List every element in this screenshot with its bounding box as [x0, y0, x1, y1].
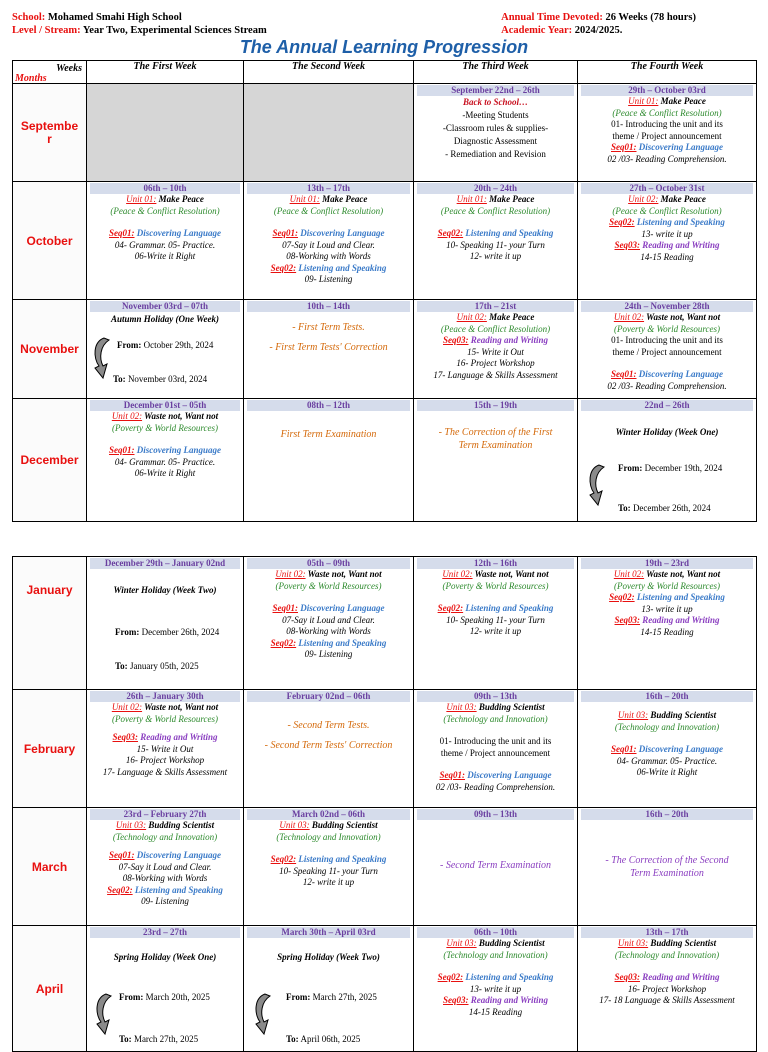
col-second-week: The Second Week [244, 61, 414, 84]
cell-dec-week4: 22nd – 26th Winter Holiday (Week One) From: December 19th, 2024 To: December 26th, 2024 [578, 399, 757, 522]
year-label: Academic Year: [501, 24, 573, 36]
week-date: 27th – October 31st [581, 183, 753, 194]
curved-arrow-icon [89, 336, 111, 380]
progression-table-term2 [12, 556, 757, 1052]
cell-empty [244, 84, 414, 182]
month-december: December [13, 399, 87, 522]
cell-sep-week3: September 22nd – 26th Back to School… -Meeting Students -Classroom rules & supplies- Diagnostic Assessment - Remediation and Revision [414, 84, 578, 182]
week-date: 05th – 09th [247, 558, 410, 569]
curved-arrow-icon [250, 992, 272, 1036]
holiday-title: Winter Holiday (Week One) [615, 427, 719, 437]
time-label: Annual Time Devoted: [501, 12, 603, 23]
holiday-title: Winter Holiday (Week Two) [113, 585, 217, 595]
school-name: Mohamed Smahi High School [47, 12, 182, 23]
week-date: 23rd – 27th [90, 927, 240, 938]
holiday-title: Autumn Holiday (One Week) [111, 314, 219, 324]
week-date: 16th – 20th [581, 809, 753, 820]
table-row [13, 926, 757, 1052]
holiday-title: Spring Holiday (Week Two) [277, 952, 380, 962]
cell-apr-week3: 06th – 10th Unit 03: Budding Scientist (Technology and Innovation) Seq02: Listening and Speaking 13- write it up Seq03: Reading and Writing 14-15 Reading [414, 926, 578, 1052]
week-date: 09th – 13th [417, 691, 574, 702]
week-date: December 01st – 05th [90, 400, 240, 411]
cell-mar-week4: 16th – 20th - The Correction of the Second Term Examination [578, 808, 757, 926]
month-january: January [13, 557, 87, 690]
table-row [13, 808, 757, 926]
level-value: Year Two, Experimental Sciences Stream [82, 24, 267, 36]
months-label: Months [15, 73, 47, 84]
cell-oct-week3: 20th – 24th Unit 01: Make Peace (Peace & Conflict Resolution) Seq02: Listening and Speaking 10- Speaking 11- your Turn 12- write it up [414, 182, 578, 300]
week-date: December 29th – January 02nd [90, 558, 240, 569]
cell-apr-week4: 13th – 17th Unit 03: Budding Scientist (Technology and Innovation) Seq03: Reading and Writing 16- Project Workshop 17- 18 Language & Skills Assessment [578, 926, 757, 1052]
week-date: March 02nd – 06th [247, 809, 410, 820]
cell-feb-week3: 09th – 13th Unit 03: Budding Scientist (Technology and Innovation) 01- Introducing the unit and its theme / Project announcement Seq01: Discovering Language 02 /03- Reading Comprehension. [414, 690, 578, 808]
cell-sep-week4: 29th – October 03rd Unit 01: Make Peace (Peace & Conflict Resolution) 01- Introducing the unit and its theme / Project announcement Seq01: Discovering Language 02 /03- Reading Comprehension. [578, 84, 757, 182]
cell-dec-week3: 15th – 19th - The Correction of the First Term Examination [414, 399, 578, 522]
table-row [13, 399, 757, 522]
page-title: The Annual Learning Progression [239, 37, 529, 57]
week-date: 10th – 14th [247, 301, 410, 312]
week-date: 06th – 10th [417, 927, 574, 938]
week-date: 13th – 17th [247, 183, 410, 194]
header-left [12, 12, 267, 37]
cell-empty [87, 84, 244, 182]
week-date: 16th – 20th [581, 691, 753, 702]
week-date: September 22nd – 26th [417, 85, 574, 96]
cell-feb-week4: 16th – 20th Unit 03: Budding Scientist (Technology and Innovation) Seq01: Discovering Language 04- Grammar. 05- Practice. 06-Write it Right [578, 690, 757, 808]
week-date: 12th – 16th [417, 558, 574, 569]
cell-jan-week1: December 29th – January 02nd Winter Holiday (Week Two) From: December 26th, 2024 To: January 05th, 2025 [87, 557, 244, 690]
col-third-week: The Third Week [414, 61, 578, 84]
week-date: 23rd – February 27th [90, 809, 240, 820]
cell-apr-week1: 23rd – 27th Spring Holiday (Week One) From: March 20th, 2025 To: March 27th, 2025 [87, 926, 244, 1052]
week-date: 20th – 24th [417, 183, 574, 194]
month-march: March [13, 808, 87, 926]
cell-nov-week4: 24th – November 28th Unit 02: Waste not, Want not (Poverty & World Resources) 01- Introducing the unit and its theme / Project announcement Seq01: Discovering Language 02 /03- Reading Comprehension. [578, 300, 757, 399]
month-november: November [13, 300, 87, 399]
week-date: 17th – 21st [417, 301, 574, 312]
cell-dec-week2: 08th – 12th First Term Examination [244, 399, 414, 522]
cell-dec-week1: December 01st – 05th Unit 02: Waste not, Want not (Poverty & World Resources) Seq01: Discovering Language 04- Grammar. 05- Practice. 06-Write it Right [87, 399, 244, 522]
cell-nov-week1: November 03rd – 07th Autumn Holiday (One Week) From: October 29th, 2024 To: November 03rd, 2024 [87, 300, 244, 399]
week-date: 08th – 12th [247, 400, 410, 411]
col-fourth-week: The Fourth Week [578, 61, 757, 84]
week-date: 06th – 10th [90, 183, 240, 194]
cell-mar-week1: 23rd – February 27th Unit 03: Budding Scientist (Technology and Innovation) Seq01: Discovering Language 07-Say it Loud and Clear. 08-Working with Words Seq02: Listening and Speaking 09- Listening [87, 808, 244, 926]
week-date: February 02nd – 06th [247, 691, 410, 702]
col-first-week: The First Week [87, 61, 244, 84]
holiday-title: Spring Holiday (Week One) [113, 952, 217, 962]
cell-oct-week1: 06th – 10th Unit 01: Make Peace (Peace & Conflict Resolution) Seq01: Discovering Language 04- Grammar. 05- Practice. 06-Write it Right [87, 182, 244, 300]
week-date: November 03rd – 07th [90, 301, 240, 312]
cell-jan-week3: 12th – 16th Unit 02: Waste not, Want not (Poverty & World Resources) Seq02: Listening and Speaking 10- Speaking 11- your Turn 12- write it up [414, 557, 578, 690]
table-row [13, 84, 757, 182]
cell-oct-week2: 13th – 17th Unit 01: Make Peace (Peace & Conflict Resolution) Seq01: Discovering Language 07-Say it Loud and Clear. 08-Working with Words Seq02: Listening and Speaking 09- Listening [244, 182, 414, 300]
week-date: March 30th – April 03rd [247, 927, 410, 938]
table-header-row [13, 61, 757, 84]
cell-mar-week2: March 02nd – 06th Unit 03: Budding Scientist (Technology and Innovation) Seq02: Listening and Speaking 10- Speaking 11- your Turn 12- write it up [244, 808, 414, 926]
month-april: April [13, 926, 87, 1052]
cell-mar-week3: 09th – 13th - Second Term Examination [414, 808, 578, 926]
level-label: Level / Stream: [12, 24, 81, 36]
table-row [13, 182, 757, 300]
week-date: 15th – 19th [417, 400, 574, 411]
table-row [13, 300, 757, 399]
week-date: 26th – January 30th [90, 691, 240, 702]
week-date: 13th – 17th [581, 927, 753, 938]
time-value: 26 Weeks (78 hours) [605, 12, 696, 23]
school-label: School: [12, 12, 46, 23]
curved-arrow-icon [584, 463, 606, 507]
table-row [13, 690, 757, 808]
curved-arrow-icon [91, 992, 113, 1036]
cell-nov-week3: 17th – 21st Unit 02: Make Peace (Peace & Conflict Resolution) Seq03: Reading and Writing 15- Write it Out 16- Project Workshop 17- Language & Skills Assessment [414, 300, 578, 399]
cell-feb-week1: 26th – January 30th Unit 02: Waste not, Want not (Poverty & World Resources) Seq03: Reading and Writing 15- Write it Out 16- Project Workshop 17- Language & Skills Assessment [87, 690, 244, 808]
year-value: 2024/2025. [574, 24, 623, 36]
cell-jan-week4: 19th – 23rd Unit 02: Waste not, Want not (Poverty & World Resources) Seq02: Listening and Speaking 13- write it up Seq03: Reading and Writing 14-15 Reading [578, 557, 757, 690]
cell-apr-week2: March 30th – April 03rd Spring Holiday (Week Two) From: March 27th, 2025 To: April 06th, 2025 [244, 926, 414, 1052]
cell-oct-week4: 27th – October 31st Unit 02: Make Peace (Peace & Conflict Resolution) Seq02: Listening and Speaking 13- write it up Seq03: Reading and Writing 14-15 Reading [578, 182, 757, 300]
week-date: 29th – October 03rd [581, 85, 753, 96]
progression-table-term1 [12, 60, 757, 522]
cell-jan-week2: 05th – 09th Unit 02: Waste not, Want not (Poverty & World Resources) Seq01: Discovering Language 07-Say it Loud and Clear. 08-Working with Words Seq02: Listening and Speaking 09- Listening [244, 557, 414, 690]
week-date: 24th – November 28th [581, 301, 753, 312]
month-february: February [13, 690, 87, 808]
weeks-label: Weeks [56, 63, 82, 74]
week-date: 19th – 23rd [581, 558, 753, 569]
table-row [13, 557, 757, 690]
cell-feb-week2: February 02nd – 06th - Second Term Tests. - Second Term Tests' Correction [244, 690, 414, 808]
month-october: October [13, 182, 87, 300]
month-september: Septembe r [13, 84, 87, 182]
corner-cell [13, 61, 87, 84]
week-date: 09th – 13th [417, 809, 574, 820]
cell-nov-week2: 10th – 14th - First Term Tests. - First Term Tests' Correction [244, 300, 414, 399]
week-date: 22nd – 26th [581, 400, 753, 411]
header-right [501, 12, 696, 37]
